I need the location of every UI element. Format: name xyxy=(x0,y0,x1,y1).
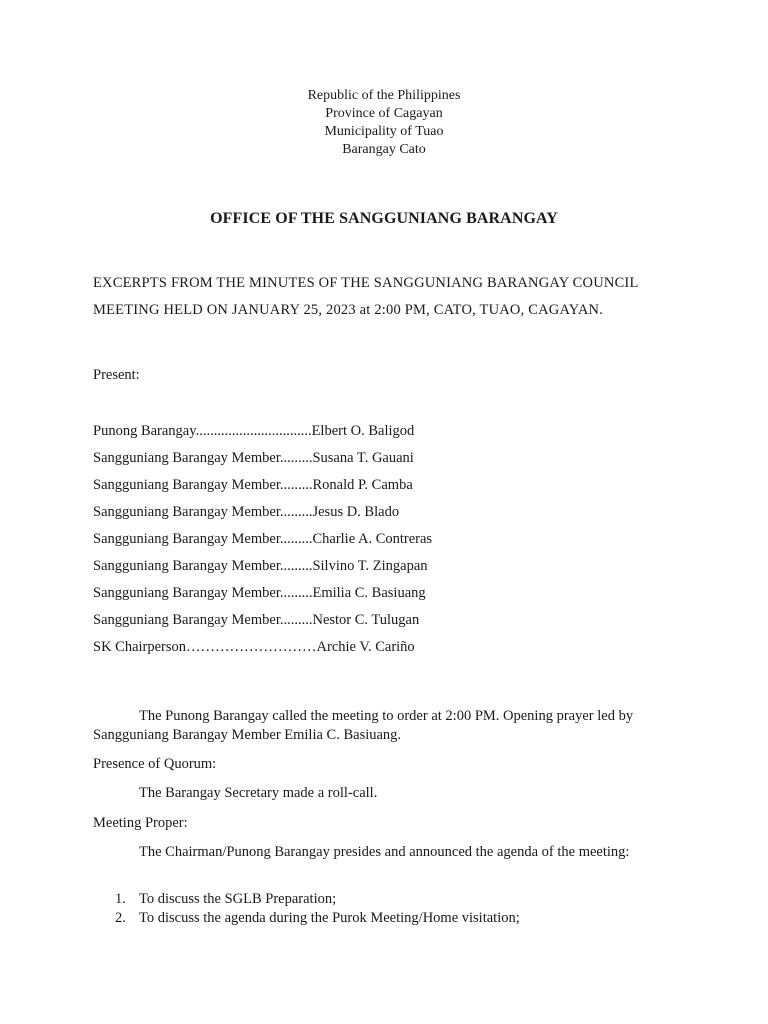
attendance-leader: ......... xyxy=(279,585,313,601)
header-province: Province of Cagayan xyxy=(325,106,443,121)
agenda-item-number: 1. xyxy=(115,891,126,907)
attendance-leader: ......... xyxy=(279,558,313,574)
attendance-leader: ......... xyxy=(279,504,313,520)
quorum-label: Presence of Quorum: xyxy=(93,756,217,772)
attendance-name: Archie V. Cariño xyxy=(316,639,415,655)
attendance-role: Sangguniang Barangay Member xyxy=(93,612,280,628)
attendance-list xyxy=(93,421,693,664)
attendance-leader: ......... xyxy=(279,612,313,628)
attendance-role: Sangguniang Barangay Member xyxy=(93,504,280,520)
present-label: Present: xyxy=(93,367,140,383)
agenda-item-number: 2. xyxy=(115,910,126,926)
attendance-row xyxy=(93,448,693,475)
attendance-role: Sangguniang Barangay Member xyxy=(93,477,280,493)
attendance-name: Susana T. Gauani xyxy=(312,450,414,466)
attendance-row xyxy=(93,556,693,583)
attendance-role: Sangguniang Barangay Member xyxy=(93,450,280,466)
meeting-proper-label: Meeting Proper: xyxy=(93,815,188,831)
agenda-item-text: To discuss the agenda during the Purok Meeting/Home visitation; xyxy=(139,910,520,926)
attendance-leader: ……………………… xyxy=(186,639,317,655)
attendance-role: Sangguniang Barangay Member xyxy=(93,531,280,547)
agenda-item xyxy=(93,909,673,928)
attendance-name: Nestor C. Tulugan xyxy=(312,612,420,628)
attendance-role: Punong Barangay xyxy=(93,423,196,439)
header-municipality: Municipality of Tuao xyxy=(324,124,444,139)
excerpt-line-2: MEETING HELD ON JANUARY 25, 2023 at 2:00 PM, CATO, TUAO, CAGAYAN. xyxy=(93,302,604,318)
attendance-leader: ......... xyxy=(279,450,313,466)
attendance-role: Sangguniang Barangay Member xyxy=(93,585,280,601)
attendance-leader: ................................ xyxy=(195,423,312,439)
office-title: OFFICE OF THE SANGGUNIANG BARANGAY xyxy=(210,210,558,227)
attendance-row xyxy=(93,502,693,529)
document-header xyxy=(0,87,768,159)
attendance-role: SK Chairperson xyxy=(93,639,187,655)
attendance-name: Silvino T. Zingapan xyxy=(312,558,428,574)
agenda-item-text: To discuss the SGLB Preparation; xyxy=(139,891,337,907)
roll-call-paragraph: The Barangay Secretary made a roll-call. xyxy=(139,785,378,801)
attendance-name: Elbert O. Baligod xyxy=(311,423,415,439)
attendance-name: Ronald P. Camba xyxy=(312,477,413,493)
excerpt-line-1: EXCERPTS FROM THE MINUTES OF THE SANGGUNIANG BARANGAY COUNCIL xyxy=(93,275,639,291)
attendance-row xyxy=(93,583,693,610)
attendance-leader: ......... xyxy=(279,531,313,547)
call-to-order-paragraph: The Punong Barangay called the meeting to order at 2:00 PM. Opening prayer led by Sangguniang Barangay Member Emilia C. Basiuang. xyxy=(93,708,634,743)
attendance-name: Jesus D. Blado xyxy=(312,504,400,520)
attendance-row xyxy=(93,610,693,637)
agenda-list xyxy=(93,890,673,928)
attendance-name: Charlie A. Contreras xyxy=(312,531,433,547)
header-republic: Republic of the Philippines xyxy=(307,88,461,103)
attendance-row xyxy=(93,529,693,556)
attendance-row xyxy=(93,421,693,448)
agenda-intro-paragraph: The Chairman/Punong Barangay presides and announced the agenda of the meeting: xyxy=(139,844,630,860)
excerpt-heading xyxy=(93,270,693,324)
attendance-row xyxy=(93,475,693,502)
attendance-leader: ......... xyxy=(279,477,313,493)
header-barangay: Barangay Cato xyxy=(342,142,426,157)
attendance-name: Emilia C. Basiuang xyxy=(312,585,426,601)
attendance-role: Sangguniang Barangay Member xyxy=(93,558,280,574)
attendance-row xyxy=(93,637,693,664)
agenda-item xyxy=(93,890,673,909)
